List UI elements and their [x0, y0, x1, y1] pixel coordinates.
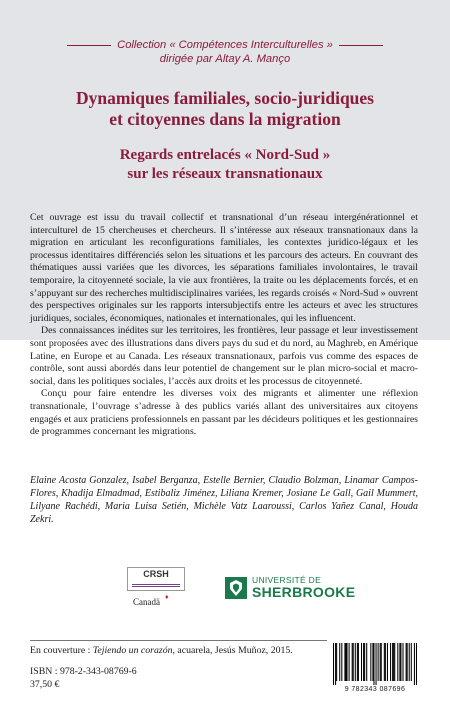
barcode-bar: [352, 643, 353, 681]
cover-credit-rest: , acuarela, Jesús Muñoz, 2015.: [172, 645, 293, 656]
price: 37,50 €: [30, 679, 60, 690]
collection-name: Collection « Compétences Interculturelles »: [117, 39, 333, 51]
crsh-logo: [127, 567, 187, 625]
barcode-bar: [349, 643, 350, 681]
cover-credit-prefix: En couverture :: [30, 645, 93, 656]
barcode-bar: [397, 643, 398, 681]
barcode-bar: [378, 643, 379, 681]
barcode-bar: [336, 643, 337, 681]
barcode-bar: [372, 643, 373, 681]
barcode-bar: [402, 643, 403, 681]
barcode-bar: [346, 643, 347, 681]
book-subtitle-line-2: sur les réseaux transnationaux: [127, 166, 323, 182]
blurb-paragraph-2: Des connaissances inédites sur les territoires, les frontières, leur passage et leur investissement sont proposées avec des illustrations dans divers pays du sud et du nord, au Maghreb, en Amérique Latine, en Europe et au Canada. Les réseaux transnationaux, parfois vus comme des espaces de contrôle, sont aussi abordés dans leur potentiel de changement sur le plan micro-social et macro-social, dans les politiques sociales, l’accès aux droits et les processus de citoyenneté.: [30, 325, 418, 387]
barcode-bar: [333, 643, 334, 685]
barcode-bar: [407, 643, 408, 681]
barcode-bar: [361, 643, 362, 681]
barcode-bar: [376, 643, 377, 685]
barcode: [327, 640, 423, 698]
barcode-bar: [393, 643, 394, 681]
barcode-bar: [381, 643, 382, 681]
maple-flag-icon: ♦: [165, 593, 169, 601]
cover-credit-work: Tejiendo un corazón: [92, 645, 173, 656]
sherbrooke-logo: [225, 575, 356, 605]
barcode-bars: [333, 643, 417, 685]
barcode-bar: [353, 643, 354, 681]
author-list: Elaine Acosta Gonzalez, Isabel Berganza, Estelle Bernier, Claudio Bolzman, Linamar Campos-Flores, Khadija Elmadmad, Estibaliz Jiménez, Liliana Kremer, Josiane Le Gall, Gail Mummert, Lilyane Rachédi, Maria Luisa Setién, Michèle Vatz Laaroussi, Carlos Yañez Canal, Houda Zekri.: [30, 475, 418, 525]
barcode-bar: [390, 643, 391, 681]
book-title: [20, 88, 430, 130]
barcode-bar: [392, 643, 393, 681]
barcode-number: 9 782343 087696: [344, 686, 406, 693]
collection-editor: dirigée par Altay A. Manço: [159, 53, 291, 65]
barcode-bar: [370, 643, 371, 681]
barcode-bar: [385, 643, 386, 681]
sherbrooke-line-1: UNIVERSITÉ DE: [252, 575, 322, 585]
barcode-bar: [339, 643, 340, 681]
collection-header: [30, 38, 420, 66]
barcode-bar: [366, 643, 367, 681]
blurb-paragraph-1: Cet ouvrage est issu du travail collectif et transnational d’un réseau intergénérationnel et interculturel de 15 chercheuses et chercheurs. Il s’intéresse aux réseaux transnationaux dans la migration en articulant les reconfigurations familiales, les contextes juridico-légaux et les processus identitaires différenciés selon les situations et les parcours des acteurs. En couvrant des thématiques aussi variées que les divorces, les séparations familiales involontaires, le travail temporaire, la citoyenneté sociale, la vie aux frontières, la traite ou les déplacements forcés, et en s’appuyant sur des recherches multidisciplinaires variées, les regards croisés « Nord-Sud » ouvrent des perspectives originales sur les rapports intersubjectifs entre les acteurs et avec les structures juridiques, sociales, économiques, nationales et internationales, qui les influencent.: [30, 212, 418, 324]
book-subtitle: [20, 146, 430, 184]
canada-wordmark: Canadä: [133, 597, 160, 607]
barcode-bar: [406, 643, 407, 681]
collection-line-1: [30, 38, 420, 52]
barcode-bar: [414, 643, 415, 685]
barcode-bar: [416, 643, 417, 685]
barcode-bar: [373, 643, 374, 685]
crsh-stripes: [132, 584, 180, 588]
book-title-line-2: et citoyennes dans la migration: [109, 109, 341, 129]
barcode-bar: [358, 643, 359, 681]
barcode-bar: [411, 643, 412, 681]
blurb: [30, 212, 418, 439]
barcode-bar: [355, 643, 356, 681]
crsh-box: [127, 567, 185, 591]
barcode-bar: [384, 643, 385, 681]
sherbrooke-emblem-icon: [225, 577, 247, 599]
book-title-line-1: Dynamiques familiales, socio-juridiques: [75, 88, 374, 108]
barcode-bar: [345, 643, 346, 681]
barcode-bar: [399, 643, 400, 681]
barcode-bar: [400, 643, 401, 681]
barcode-bar: [380, 643, 381, 681]
isbn: ISBN : 978-2-343-08769-6: [30, 666, 137, 677]
barcode-bar: [363, 643, 364, 681]
crsh-wordmark: CRSH: [143, 569, 169, 579]
barcode-bar: [335, 643, 336, 685]
barcode-bar: [409, 643, 410, 681]
barcode-bar: [387, 643, 388, 681]
blurb-paragraph-3: Conçu pour faire entendre les diverses voix des migrants et alimenter une réflexion transnationale, l’ouvrage s’adresse à des publics variés allant des universitaires aux citoyens engagés et aux praticiens professionnels en passant par les décideurs politiques et les gestionnaires de programmes concernant les migrations.: [30, 388, 418, 438]
collection-rule-right: [339, 45, 383, 46]
barcode-bar: [344, 643, 345, 681]
sherbrooke-line-2: SHERBROOKE: [252, 584, 356, 600]
book-subtitle-line-1: Regards entrelacés « Nord-Sud »: [119, 147, 331, 163]
barcode-bar: [364, 643, 365, 681]
barcode-bar: [394, 643, 395, 681]
barcode-bar: [341, 643, 342, 681]
barcode-bar: [357, 643, 358, 681]
collection-rule-left: [67, 45, 111, 46]
